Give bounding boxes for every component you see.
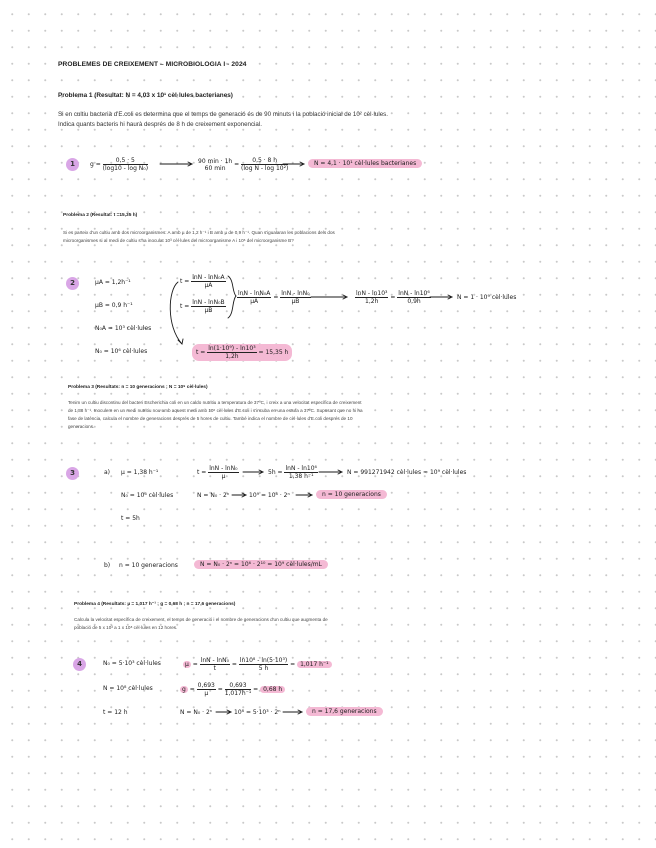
p1-frac1-den: (log10 - log N₀)	[102, 165, 149, 172]
p2-given-mu-b: µB = 0,9 h⁻¹	[95, 302, 133, 309]
p3-result-n: N = 991271942 cèl·lules ≈ 10⁹ cèl·lules	[347, 469, 467, 476]
p2-e3-den: 1,2h	[365, 298, 379, 305]
p2-e4-num: lnN - ln10⁶	[398, 290, 430, 297]
p3-part-a-label: a)	[104, 469, 111, 476]
p2-t-a: t = $\frac{\text{lnN - lnN₀A}}{\text{µA}}$	[180, 274, 225, 289]
p2-e2-num: lnN - lnN₀	[281, 290, 310, 297]
problem-1-statement: Si en cultiu bacterià d'E.coli es determina que el temps de generació és de 90 minuts i la població inicial de 10² cèl·lules. Indica quants bacteris hi haurà després de 8 h de creixement exponencial.	[58, 111, 388, 128]
p3-f1-num: lnN - lnN₀	[209, 465, 238, 472]
p3-part-b-result: N = N₀ · 2ⁿ = 10⁶ · 2¹⁰ = 10⁹ cèl·lules/mL	[194, 560, 328, 569]
p1-frac3-den: (log N - log 10²)	[241, 165, 289, 172]
problem-4-statement: Calcula la velocitat específica de creixement, el temps de generació i el nombre de generacions d'un cultiu que augmenta de població de 5 x 10³ a 1 x 10⁸ cèl·lules en 12 hores.	[74, 617, 328, 630]
p2-equality-2: $\frac{\text{lnN - ln10³}}{1,2h}$ = $\frac{\text{lnN - ln10⁶}}{0,9h}$	[356, 290, 430, 305]
p4-g-result: 0,68 h	[260, 686, 285, 693]
p2-right-brace	[228, 276, 236, 318]
p2-e1-num: lnN - lnN₀A	[238, 290, 271, 297]
p4-given-n0: N₀ = 5·10³ cèl·lules	[103, 660, 161, 667]
p3-f2-prefix: 5h =	[268, 469, 283, 476]
problem-3-heading: Problema 3 (Resultats: n = 10 generacions ; N = 10⁹ cèl·lules)	[68, 385, 208, 390]
p1-equation-2: 90 min · 1h 60 min = $\frac{0,5 \cdot 8 h}{\text{(log N - log 10²)}}$	[198, 157, 289, 172]
p3-part-b-label: b)	[104, 562, 111, 569]
p4-n-step-2: 10⁸ = 5·10³ · 2ⁿ	[234, 709, 281, 716]
p2-e4-den: 0,9h	[407, 298, 421, 305]
p2-tb-num: lnN - lnN₀B	[192, 299, 225, 306]
p2-result-t: t = $\frac{\text{ln(1·10⁹) - ln10³}}{1,2h}$ = 15,35 h	[192, 344, 292, 361]
p3-given-n0: N₀ = 10⁶ cèl·lules	[121, 492, 174, 499]
p4-given-n: N = 10⁸ cèl·lules	[103, 685, 153, 692]
p2-t-den: 1,2h	[225, 353, 239, 360]
page-title: PROBLEMES DE CREIXEMENT – MICROBIOLOGIA I - 2024	[58, 61, 247, 68]
problem-3-statement: Tenim un cultiu discontinu del bacteri Escherichia coli en un caldo nutritiu a temperatura de 37ºC, i creix a una velocitat específica de creixement de 1,38 h⁻¹. Inoculem en un medi nutritiu nou amb aquest medi amb 10⁶ cèl·lules d'E.coli i s'incuba en una estufa a 37ºC. Suposant que no hi ha fase de latència, calcula el nombre de generacions després de 5 hores de cultiu. També indica el nombre de cèl·lules d'E.coli després de 10 generacions.	[68, 400, 363, 429]
p2-ta-num: lnN - lnN₀A	[192, 274, 225, 281]
p4-mu-den: t	[213, 665, 216, 672]
p2-t-value: 15,35 h	[265, 349, 289, 356]
problem-4-heading: Problema 4 (Resultats: µ = 1,017 h⁻¹ ; g = 0,68 h ; n = 17,6 generacions)	[74, 602, 236, 607]
p2-t-b: t = $\frac{\text{lnN - lnN₀B}}{\text{µB}}$	[180, 299, 225, 314]
p2-given-mu-a: µA = 1,2h⁻¹	[95, 279, 131, 286]
p3-equation-1: t = $\frac{\text{lnN - lnN₀}}{\text{µ}}$	[197, 465, 238, 480]
problem-4-number: 4	[73, 658, 86, 671]
p2-equality-1: $\frac{\text{lnN - lnN₀A}}{\text{µA}}$ = $\frac{\text{lnN - lnN₀}}{\text{µB}}$	[238, 290, 310, 305]
p1-frac2-num: 90 min · 1h	[198, 157, 233, 165]
p2-result-n: N = 1 · 10⁹ cèl·lules	[457, 294, 517, 301]
p2-left-bracket	[170, 282, 182, 344]
p4-mu-equation: µ = $\frac{\text{lnN - lnN₀}}{t}$ = $\frac{\text{ln10⁸ - ln(5·10³)}}{5 h}$ = 1,017 h⁻¹	[180, 656, 335, 673]
p1-equation-1: g = $\frac{0,5 \cdot 5}{\text{(log10 - log N₀)}}$	[90, 157, 149, 172]
problem-3-number: 3	[66, 467, 79, 480]
p4-mu-result: 1,017 h⁻¹	[297, 661, 331, 668]
p2-t-num: ln(1·10⁹) - ln10³	[208, 345, 256, 352]
p3-step-2: 10⁹ = 10⁶ · 2ⁿ	[249, 492, 290, 499]
problem-1-heading: Problema 1 (Resultat: N = 4,03 x 10¹ cèl·lules bacterianes)	[58, 92, 233, 99]
p3-f2-num: lnN - ln10⁶	[285, 465, 317, 472]
p4-g-num: 0,693	[197, 682, 215, 689]
p4-mu2-den: 5 h	[258, 665, 269, 672]
p4-mu2-num: ln10⁸ - ln(5·10³)	[239, 657, 288, 664]
p1-frac1-num: 0,5 · 5	[103, 157, 148, 165]
p1-frac3-num: 0,5 · 8 h	[241, 157, 288, 165]
p1-frac2-den: 60 min	[204, 164, 226, 172]
p3-f1-den: µ	[221, 473, 226, 480]
p4-g-equation: g = $\frac{0,693}{\text{µ}}$ = $\frac{0,693}{\text{1,017h⁻¹}}$ = 0,68 h	[180, 682, 285, 697]
p2-given-n0a: N₀A = 10³ cèl·lules	[95, 325, 152, 332]
p2-ta-den: µA	[204, 282, 213, 289]
p2-e1-den: µA	[250, 298, 259, 305]
p2-e3-num: lnN - ln10³	[356, 290, 388, 297]
p2-tb-den: µB	[204, 307, 213, 314]
p3-result-generations: n = 10 generacions	[316, 490, 387, 499]
p3-part-b-given: n = 10 generacions	[119, 562, 178, 569]
p2-e2-den: µB	[291, 298, 300, 305]
p4-given-t: t = 12 h	[103, 709, 128, 716]
problem-2-number: 2	[66, 277, 79, 290]
p4-n-result: n = 17,6 generacions	[306, 707, 383, 716]
problem-1-number: 1	[66, 158, 79, 171]
problem-2-heading: Problema 2 (Resultat: t =15,35 h)	[63, 213, 138, 218]
p4-g-den: µ	[204, 690, 209, 697]
p4-mu-num: lnN - lnN₀	[200, 657, 229, 664]
p3-f2-den: 1,38 h⁻¹	[288, 473, 314, 480]
p4-n-step-1: N = N₀ · 2ⁿ	[180, 709, 213, 716]
p4-g2-den: 1,017h⁻¹	[224, 690, 252, 697]
p2-given-n0b: N₀ = 10⁶ cèl·lules	[95, 348, 148, 355]
p3-given-t: t = 5h	[121, 515, 140, 522]
p3-step-1: N = N₀ · 2ⁿ	[197, 492, 230, 499]
p4-g2-num: 0,693	[225, 682, 252, 690]
p3-given-mu: µ = 1,38 h⁻¹	[121, 469, 159, 476]
p1-result: N = 4,1 · 10¹ cèl·lules bacterianes	[308, 159, 422, 168]
problem-2-statement: Si es parteix d'un cultiu amb dos microorganismes: A amb µ de 1,2 h⁻¹ i B amb µ de 0,9 h⁻¹. Quan s'igualaran les poblacions dels dos microorganismes si al medi de cultiu s'ha inoculat 10³ cèl·lules del microorganisme A i 10⁶ del microorganisme B?	[63, 230, 335, 244]
